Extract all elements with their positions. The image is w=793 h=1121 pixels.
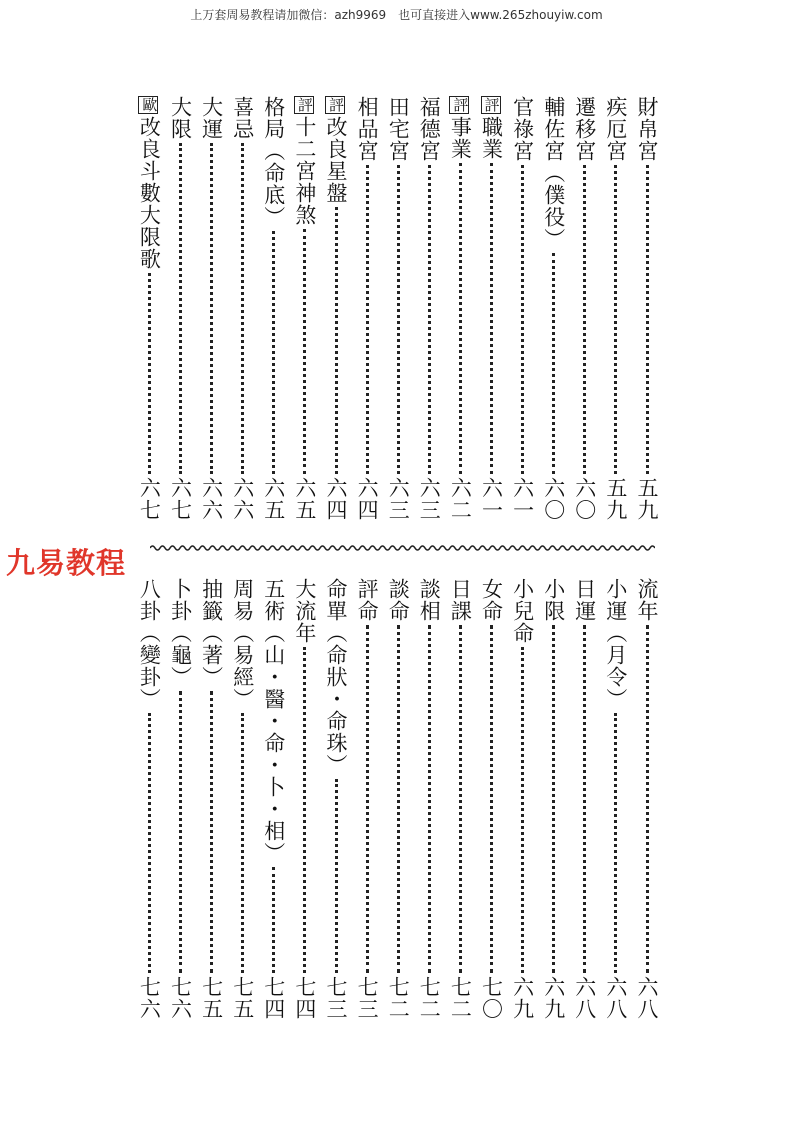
toc-entry-text: 改良星盤	[324, 116, 348, 204]
toc-entry	[199, 578, 225, 1020]
leader-dots	[490, 625, 493, 973]
leader-dots	[614, 713, 617, 973]
leader-dots	[459, 625, 462, 973]
toc-entry	[634, 578, 660, 1020]
toc-entry-text: 卜卦（龜）	[168, 578, 193, 688]
toc-page-number: 七二	[417, 976, 442, 1020]
toc-page-number: 六九	[541, 976, 566, 1020]
toc-entry-title	[541, 96, 567, 250]
toc-entry	[479, 578, 505, 1020]
leader-dots	[459, 163, 462, 474]
toc-entry-text: 談相	[417, 578, 442, 622]
toc-page-number: 七二	[386, 976, 411, 1020]
toc-entry-title	[603, 96, 629, 162]
toc-entry	[168, 578, 194, 1020]
leader-dots	[335, 779, 338, 973]
toc-page-number: 五九	[603, 477, 628, 521]
toc-entry-title	[354, 96, 380, 162]
leader-dots	[303, 229, 306, 474]
toc-page-number: 五九	[635, 477, 659, 521]
toc-entry	[603, 578, 629, 1020]
toc-entry-text: 小運（月令）	[603, 578, 628, 710]
toc-entry-text: 福德宮	[417, 96, 442, 162]
toc-page-number: 六二	[448, 477, 473, 521]
toc-entry-title	[416, 578, 442, 622]
toc-entry-text: 遷移宮	[572, 96, 597, 162]
toc-page-number: 六七	[168, 477, 193, 521]
toc-entry	[385, 96, 411, 521]
toc-page-number: 六一	[479, 477, 504, 521]
toc-entry-title	[230, 578, 256, 710]
toc-entry	[572, 578, 598, 1020]
toc-entry-text: 流年	[635, 578, 659, 622]
toc-entry-text: 事業	[448, 116, 473, 160]
toc-entry-title	[510, 578, 536, 644]
toc-entry-title	[354, 578, 380, 622]
watermark-header: 上万套周易教程请加微信：azh9969 也可直接进入www.265zhouyiw.com	[190, 8, 603, 22]
leader-dots	[521, 647, 524, 973]
toc-entry-text: 格局（命底）	[261, 96, 286, 228]
toc-page-number: 六九	[510, 976, 535, 1020]
toc-entry	[292, 578, 318, 1020]
toc-entry-title	[323, 578, 349, 776]
toc-page-number: 七六	[168, 976, 193, 1020]
toc-entry	[541, 96, 567, 521]
toc-entry	[261, 96, 287, 521]
toc-entry-text: 日運	[572, 578, 597, 622]
toc-entry	[447, 96, 473, 521]
toc-page-number: 六六	[230, 477, 255, 521]
toc-entry-title	[603, 578, 629, 710]
toc-entry-text: 喜忌	[230, 96, 255, 140]
toc-entry-title	[416, 96, 442, 162]
toc-entry-title	[136, 96, 162, 270]
toc-entry	[199, 96, 225, 521]
toc-entry-text: 小限	[541, 578, 566, 622]
toc-entry-text: 評命	[355, 578, 380, 622]
toc-entry	[136, 578, 162, 1020]
toc-entry	[230, 578, 256, 1020]
leader-dots	[272, 231, 275, 474]
leader-dots	[397, 625, 400, 973]
toc-entry-text: 田宅宮	[386, 96, 411, 162]
toc-entry-text: 大流年	[292, 578, 317, 644]
toc-entry	[168, 96, 194, 521]
toc-entry	[634, 96, 660, 521]
toc-entry-title	[199, 96, 225, 140]
leader-dots	[241, 713, 244, 973]
toc-page-number: 七三	[324, 976, 348, 1020]
toc-entry-title	[168, 96, 194, 140]
toc-entry-title	[261, 578, 287, 864]
toc-entry-text: 相品宮	[355, 96, 380, 162]
leader-dots	[179, 143, 182, 474]
toc-entry	[447, 578, 473, 1020]
toc-page-number: 七五	[199, 976, 224, 1020]
toc-entry	[354, 578, 380, 1020]
toc-entry-title	[541, 578, 567, 622]
leader-dots	[490, 163, 493, 474]
toc-page-number: 七二	[448, 976, 473, 1020]
toc-page-number: 六八	[572, 976, 597, 1020]
toc-page-number: 六〇	[541, 477, 566, 521]
toc-entry-text: 官祿宮	[510, 96, 535, 162]
toc-entry-title	[447, 96, 473, 160]
leader-dots	[552, 625, 555, 973]
toc-page-number: 六六	[199, 477, 224, 521]
toc-entry-text: 職業	[479, 116, 504, 160]
toc-entry	[572, 96, 598, 521]
toc-entry-title	[634, 578, 660, 622]
toc-entry	[136, 96, 162, 521]
toc-page-number: 六四	[324, 477, 348, 521]
toc-entry-title	[510, 96, 536, 162]
leader-dots	[366, 165, 369, 474]
leader-dots	[179, 691, 182, 973]
toc-entry-title	[385, 96, 411, 162]
toc-entry-title	[634, 96, 660, 162]
boxed-mark: 評	[482, 97, 501, 113]
toc-entry	[510, 578, 536, 1020]
toc-entry	[230, 96, 256, 521]
toc-page-number: 六五	[292, 477, 317, 521]
toc-entry-text: 改良斗數大限歌	[137, 116, 162, 270]
toc-entry-text: 財帛宮	[635, 96, 659, 162]
toc-entry	[385, 578, 411, 1020]
leader-dots	[521, 165, 524, 474]
toc-entry-text: 談命	[386, 578, 411, 622]
toc-entry	[261, 578, 287, 1020]
toc-page-number: 七〇	[479, 976, 504, 1020]
toc-entry-text: 周易（易經）	[230, 578, 255, 710]
toc-entry	[510, 96, 536, 521]
leader-dots	[241, 143, 244, 474]
toc-page-number: 六三	[386, 477, 411, 521]
leader-dots	[397, 165, 400, 474]
toc-entry	[292, 96, 318, 521]
toc-entry-text: 八卦（變卦）	[137, 578, 162, 710]
toc-entry-text: 大限	[168, 96, 193, 140]
leader-dots	[646, 165, 649, 474]
toc-page-number: 六八	[635, 976, 659, 1020]
toc-entry-title	[261, 96, 287, 228]
leader-dots	[303, 647, 306, 973]
toc-entry	[479, 96, 505, 521]
toc-entry-title	[323, 96, 349, 204]
toc-entry-text: 大運	[199, 96, 224, 140]
toc-entry-title	[136, 578, 162, 710]
leader-dots	[428, 625, 431, 973]
leader-dots	[552, 253, 555, 474]
toc-entry-title	[447, 578, 473, 622]
leader-dots	[148, 713, 151, 973]
toc-entry-title	[572, 578, 598, 622]
boxed-mark: 評	[327, 97, 345, 113]
toc-entry	[541, 578, 567, 1020]
toc-page-number: 七六	[137, 976, 162, 1020]
toc-entry	[323, 578, 349, 1020]
toc-page-number: 七三	[355, 976, 380, 1020]
toc-entry-text: 女命	[479, 578, 504, 622]
boxed-mark: 歐	[140, 97, 159, 113]
toc-entry-text: 命單（命狀・命珠）	[324, 578, 348, 776]
toc-entry	[416, 578, 442, 1020]
toc-page-number: 六七	[137, 477, 162, 521]
toc-entry	[416, 96, 442, 521]
toc-entry-title	[385, 578, 411, 622]
toc-entry-text: 輔佐宮（僕役）	[541, 96, 566, 250]
toc-page-number: 七五	[230, 976, 255, 1020]
toc-entry-title	[199, 578, 225, 688]
toc-entry	[603, 96, 629, 521]
leader-dots	[614, 165, 617, 474]
toc-page-number: 六三	[417, 477, 442, 521]
toc-entry-title	[168, 578, 194, 688]
toc-entry-text: 抽籤（著）	[199, 578, 224, 688]
leader-dots	[646, 625, 649, 973]
toc-entry-title	[292, 96, 318, 226]
toc-page-number: 六四	[355, 477, 380, 521]
boxed-mark: 評	[451, 97, 470, 113]
toc-entry-text: 日課	[448, 578, 473, 622]
leader-dots	[335, 207, 338, 474]
toc-entry-text: 十二宮神煞	[292, 116, 317, 226]
section-divider	[150, 541, 655, 555]
boxed-mark: 評	[295, 97, 314, 113]
leader-dots	[148, 273, 151, 474]
toc-entry-title	[479, 578, 505, 622]
toc-entry-title	[572, 96, 598, 162]
leader-dots	[272, 867, 275, 973]
leader-dots	[583, 625, 586, 973]
toc-entry-text: 疾厄宮	[603, 96, 628, 162]
logo-text: 九易教程	[6, 546, 127, 580]
toc-page-number: 七四	[261, 976, 286, 1020]
toc-page-number: 六一	[510, 477, 535, 521]
leader-dots	[210, 691, 213, 973]
leader-dots	[428, 165, 431, 474]
toc-entry-title	[230, 96, 256, 140]
toc-page-number: 六五	[261, 477, 286, 521]
toc-entry-text: 小兒命	[510, 578, 535, 644]
toc-page-number: 六〇	[572, 477, 597, 521]
toc-entry	[354, 96, 380, 521]
leader-dots	[583, 165, 586, 474]
toc-entry-text: 五術（山・醫・命・卜・相）	[261, 578, 286, 864]
toc-entry-title	[292, 578, 318, 644]
toc-entry	[323, 96, 349, 521]
toc-page-number: 六八	[603, 976, 628, 1020]
leader-dots	[210, 143, 213, 474]
toc-entry-title	[479, 96, 505, 160]
leader-dots	[366, 625, 369, 973]
toc-page-number: 七四	[292, 976, 317, 1020]
